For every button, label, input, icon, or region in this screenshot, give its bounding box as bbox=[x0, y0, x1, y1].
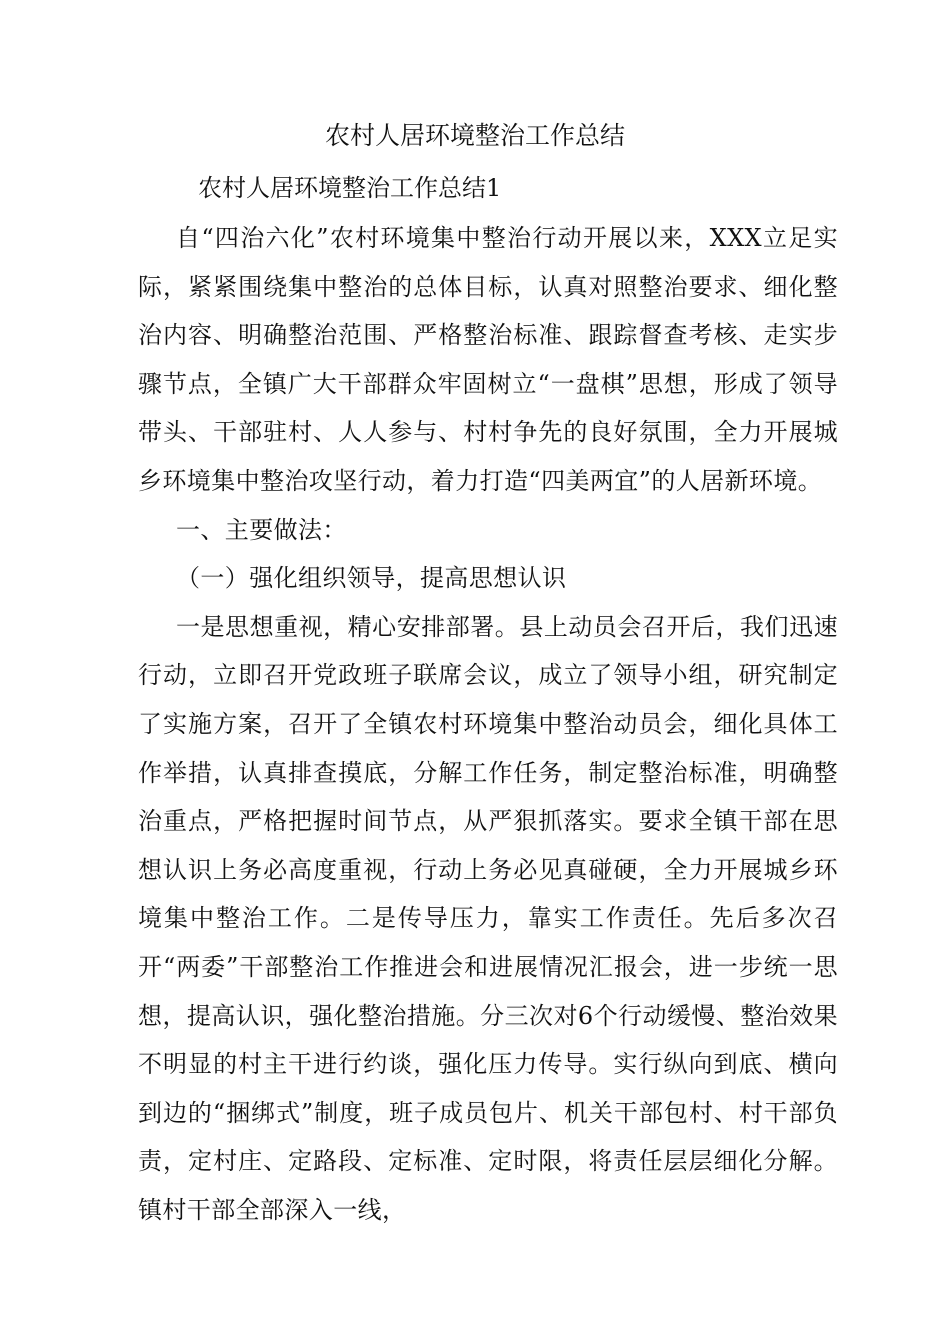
document-title: 农村人居环境整治工作总结 bbox=[324, 121, 625, 150]
subsection-heading-organization: （一）强化组织领导，提高思想认识 bbox=[176, 564, 567, 593]
paragraph-intro: 自“四治六化”农村环境集中整治行动开展以来，XXX立足实际，紧紧围绕集中整治的总体目标，认真对照整治要求、细化整治内容、明确整治范围、严格整治标准、跟踪督查考核、走实步骤节点，全镇广大干部群众牢固树立“一盘棋”思想，形成了领导带头、干部驻村、人人参与、村村争先的良好氛围，全力开展城乡环境集中整治攻坚行动，着力打造“四美两宜”的人居新环境。 bbox=[138, 224, 838, 495]
document-body bbox=[138, 214, 838, 1234]
paragraph-body: 一是思想重视，精心安排部署。县上动员会召开后，我们迅速行动，立即召开党政班子联席会议，成立了领导小组，研究制定了实施方案，召开了全镇农村环境集中整治动员会，细化具体工作举措，认真排查摸底，分解工作任务，制定整治标准，明确整治重点，严格把握时间节点，从严狠抓落实。要求全镇干部在思想认识上务必高度重视，行动上务必见真碰硬，全力开展城乡环境集中整治工作。二是传导压力，靠实工作责任。先后多次召开“两委”干部整治工作推进会和进展情况汇报会，进一步统一思想，提高认识，强化整治措施。分三次对6个行动缓慢、整治效果不明显的村主干进行约谈，强化压力传导。实行纵向到底、横向到边的“捆绑式”制度，班子成员包片、机关干部包村、村干部负责，定村庄、定路段、定标准、定时限，将责任层层细化分解。镇村干部全部深入一线， bbox=[138, 612, 838, 1224]
section-heading-main-practices: 一、主要做法： bbox=[176, 515, 347, 544]
document-subtitle: 农村人居环境整治工作总结1 bbox=[198, 174, 502, 202]
